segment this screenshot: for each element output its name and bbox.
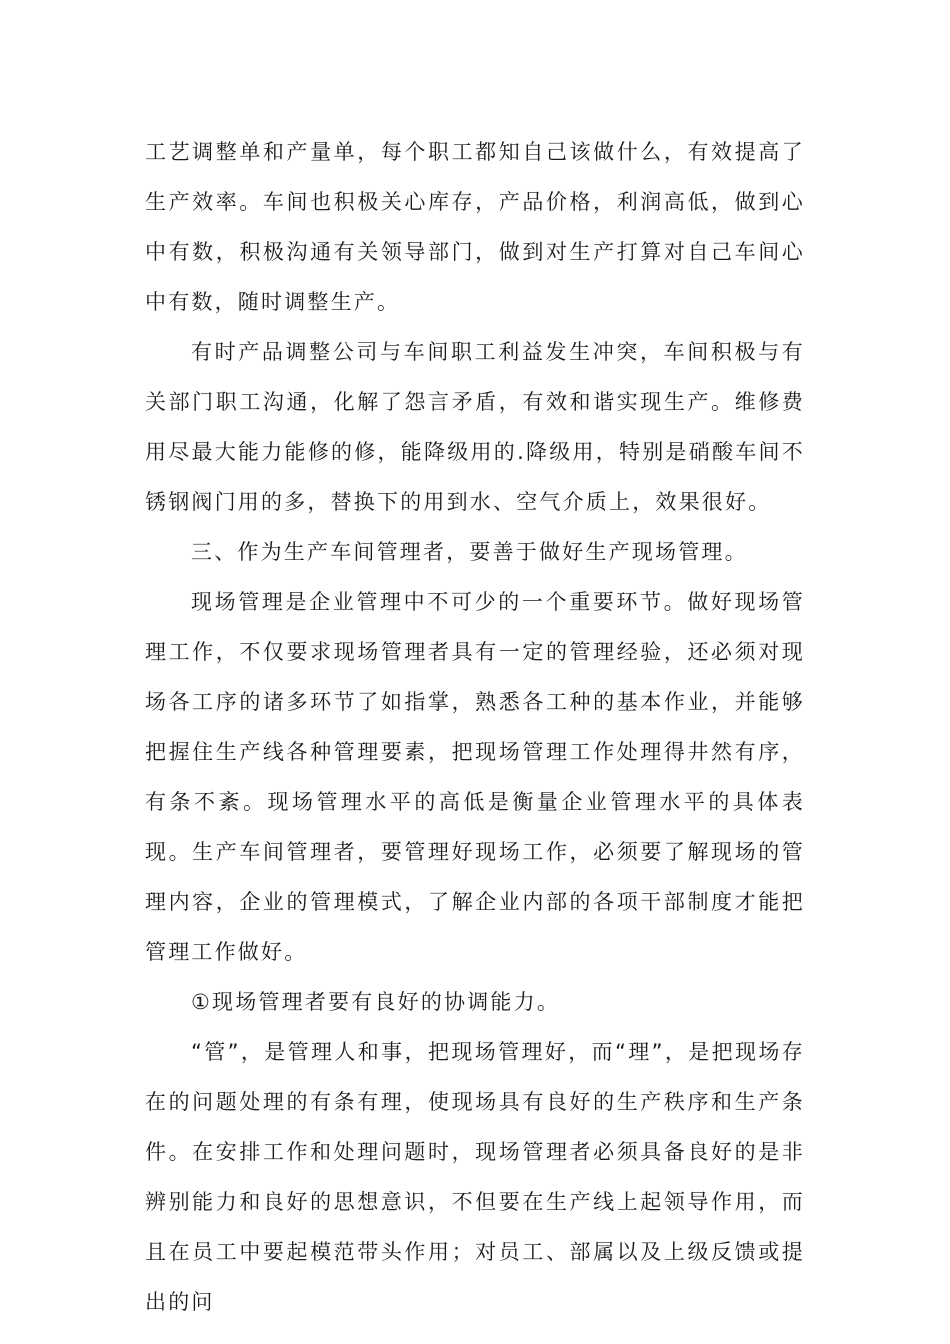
section-heading-three: 三、作为生产车间管理者，要善于做好生产现场管理。 [191,540,748,564]
document-body [145,127,805,1327]
paragraph-site-management: 现场管理是企业管理中不可少的一个重要环节。做好现场管理工作，不仅要求现场管理者具有一定的管理经验，还必须对现场各工序的诸多环节了如指掌，熟悉各工种的基本作业，并能够把握住生产线各种管理要素，把现场管理工作处理得井然有序，有条不紊。现场管理水平的高低是衡量企业管理水平的具体表现。生产车间管理者，要管理好现场工作，必须要了解现场的管理内容，企业的管理模式，了解企业内部的各项干部制度才能把管理工作做好。 [145,590,805,964]
paragraph-manage-and-handle: “管”，是管理人和事，把现场管理好，而“理”，是把现场存在的问题处理的有条有理，使现场具有良好的生产秩序和生产条件。在安排工作和处理问题时，现场管理者必须具备良好的是非辨别能力和良好的思想意识，不但要在生产线上起领导作用，而且在员工中要起模范带头作用；对员工、部属以及上级反馈或提出的问 [145,1040,805,1314]
subheading-coordination: ①现场管理者要有良好的协调能力。 [191,990,561,1014]
paragraph-product-adjustment: 有时产品调整公司与车间职工利益发生冲突，车间积极与有关部门职工沟通，化解了怨言矛盾，有效和谐实现生产。维修费用尽最大能力能修的修，能降级用的.降级用，特别是硝酸车间不锈钢阀门用的多，替换下的用到水、空气介质上，效果很好。 [145,340,805,514]
paragraph-continuation: 工艺调整单和产量单，每个职工都知自己该做什么，有效提高了生产效率。车间也积极关心库存，产品价格，利润高低，做到心中有数，积极沟通有关领导部门，做到对生产打算对自己车间心中有数，随时调整生产。 [145,140,805,314]
